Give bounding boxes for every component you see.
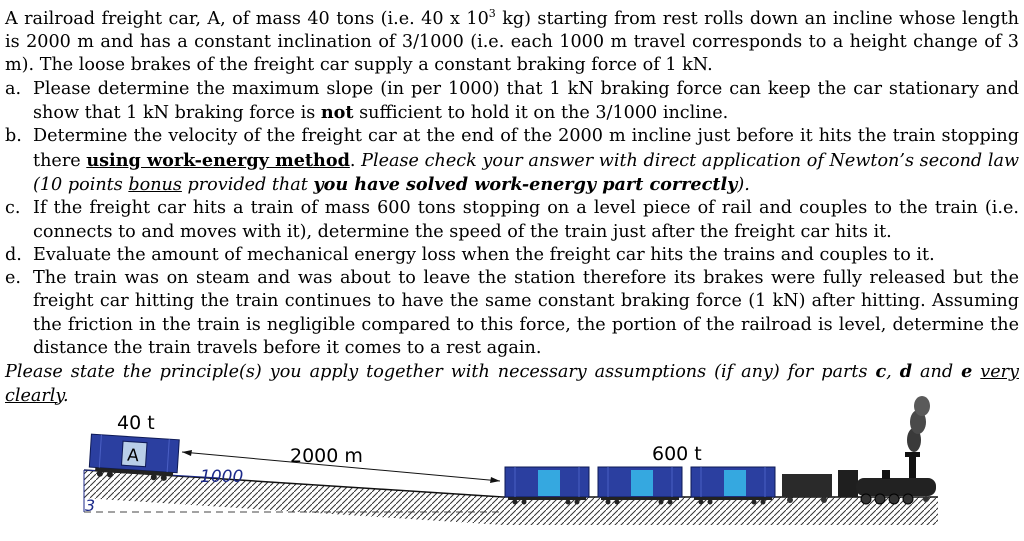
part-d: d. Evaluate the amount of mechanical energy loss when the freight car hits the trains and couples to it. bbox=[5, 244, 1019, 267]
part-c: c. If the freight car hits a train of mass 600 tons stopping on a level piece of rail and couples to the train (i.e. connects to and moves with it), determine the speed of the train just after the freight car hits it. bbox=[5, 197, 1019, 244]
part-label: d. bbox=[5, 244, 22, 265]
wagon bbox=[691, 467, 775, 505]
closing-instruction: Please state the principle(s) you apply together with necessary assumptions (if any) for parts c, d and e very clearly. bbox=[5, 361, 1019, 406]
locomotive bbox=[782, 452, 936, 504]
train-mass-label: 600 t bbox=[652, 443, 702, 465]
car-label-a: A bbox=[126, 445, 140, 467]
slope-run-label: 1000 bbox=[200, 467, 244, 487]
part-a: a. Please determine the maximum slope (in per 1000) that 1 kN braking force can keep the car stationary and show that 1 kN braking force is not sufficient to hold it on the 3/1000 incline. bbox=[5, 78, 1019, 126]
wagon bbox=[505, 467, 589, 505]
part-label: a. bbox=[5, 78, 22, 99]
problem-intro: A railroad freight car, A, of mass 40 tons (i.e. 40 x $10^3$ kg) starting from rest rolls down an incline whose length is 2000 m and has a constant inclination of 3/1000 (i.e. each 1000 m travel corresponds to a height change of 3 m). The loose brakes of the freight car supply a constant braking force of 1 kN. bbox=[5, 7, 1019, 76]
smoke-plume bbox=[907, 396, 930, 452]
train-wagons bbox=[505, 467, 775, 505]
part-e: e. The train was on steam and was about to leave the station therefore its brakes were fully released but the freight car hitting the train continues to have the same constant braking force (1 kN) after hitting. Assuming the friction in the train is negligible compared to this force, the portion of the railroad is level, determine the distance the train travels before it comes to a rest again. bbox=[5, 267, 1019, 360]
part-label: b. bbox=[5, 126, 22, 147]
incline-train-figure bbox=[0, 395, 1024, 541]
distance-label: 2000 m bbox=[290, 445, 363, 467]
superscript: 3 bbox=[488, 7, 496, 20]
part-label: c. bbox=[5, 198, 21, 219]
car-mass-label: 40 t bbox=[117, 412, 155, 434]
wagon bbox=[598, 467, 682, 505]
part-b: b. Determine the velocity of the freight car at the end of the 2000 m incline just before it hits the train stopping there using work-energy method. Please check your answer with direct application of Newton’s second law (10 points bonus provided that you have solved work-energy part correctly). bbox=[5, 125, 1019, 197]
problem-text bbox=[5, 2, 1019, 408]
part-label: e. bbox=[5, 268, 22, 289]
slope-rise-label: 3 bbox=[85, 496, 96, 515]
